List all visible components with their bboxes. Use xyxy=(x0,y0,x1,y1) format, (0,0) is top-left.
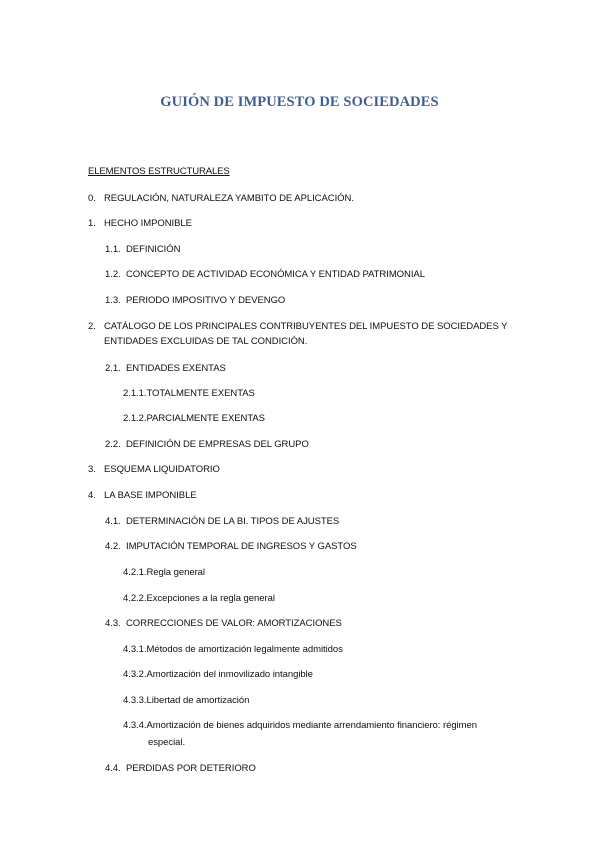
item-text: DEFINICIÓN xyxy=(126,244,181,255)
item-number: 1. xyxy=(88,218,96,229)
item-number: 2. xyxy=(88,321,96,332)
item-number: 4.3. xyxy=(105,618,121,629)
list-item xyxy=(123,695,249,706)
item-number: 4.3.2. xyxy=(123,669,147,680)
document-title: GUIÓN DE IMPUESTO DE SOCIEDADES xyxy=(160,94,439,110)
item-text: Amortización de bienes adquiridos mediante arrendamiento financiero: régimen xyxy=(146,720,477,731)
list-item xyxy=(105,516,339,527)
list-item xyxy=(105,763,256,774)
item-text: HECHO IMPONIBLE xyxy=(104,218,192,229)
item-number: 2.2. xyxy=(105,439,121,450)
item-text-continuation: especial. xyxy=(148,737,186,748)
list-item xyxy=(123,720,477,731)
list-item xyxy=(88,490,197,501)
item-number: 1.1. xyxy=(105,244,121,255)
list-item xyxy=(105,295,285,306)
item-text: ENTIDADES EXENTAS xyxy=(126,363,226,374)
list-item xyxy=(88,193,354,204)
item-number: 4.2. xyxy=(105,541,121,552)
item-number: 0. xyxy=(88,193,96,204)
item-number: 1.2. xyxy=(105,269,121,280)
list-item xyxy=(123,567,205,578)
list-item xyxy=(105,618,342,629)
item-number: 2.1. xyxy=(105,363,121,374)
item-text: Excepciones a la regla general xyxy=(146,593,275,604)
item-text-continuation: ENTIDADES EXCLUIDAS DE TAL CONDICIÓN. xyxy=(104,336,308,347)
list-item xyxy=(123,644,343,655)
item-text: Regla general xyxy=(146,567,205,578)
list-item xyxy=(123,413,265,424)
list-item xyxy=(105,439,309,450)
item-number: 4.3.1. xyxy=(123,644,147,655)
list-item xyxy=(105,269,425,280)
list-item xyxy=(123,669,313,680)
item-text: Libertad de amortización xyxy=(146,695,250,706)
item-text: CONCEPTO DE ACTIVIDAD ECONÓMICA Y ENTIDAD PATRIMONIAL xyxy=(126,269,425,280)
item-text: DETERMINACIÓN DE LA BI. TIPOS DE AJUSTES xyxy=(126,516,340,527)
item-text: TOTALMENTE EXENTAS xyxy=(146,388,255,399)
item-number: 2.1.2. xyxy=(123,413,147,424)
item-text: Métodos de amortización legalmente admitidos xyxy=(146,644,343,655)
item-number: 4.3.4. xyxy=(123,720,147,731)
item-text: ESQUEMA LIQUIDATORIO xyxy=(104,464,220,475)
item-text: PARCIALMENTE EXENTAS xyxy=(146,413,265,424)
list-item xyxy=(88,464,220,475)
item-number: 4.1. xyxy=(105,516,121,527)
item-number: 1.3. xyxy=(105,295,121,306)
item-number: 3. xyxy=(88,464,96,475)
item-text: Amortización del inmovilizado intangible xyxy=(146,669,313,680)
list-item xyxy=(105,363,226,374)
item-text: LA BASE IMPONIBLE xyxy=(104,490,197,501)
item-number: 2.1.1. xyxy=(123,388,147,399)
list-item xyxy=(105,244,180,255)
section-heading: ELEMENTOS ESTRUCTURALES xyxy=(88,166,230,177)
list-item xyxy=(88,321,507,332)
item-text: DEFINICIÓN DE EMPRESAS DEL GRUPO xyxy=(126,439,309,450)
item-text: PERIODO IMPOSITIVO Y DEVENGO xyxy=(126,295,286,306)
item-text: PERDIDAS POR DETERIORO xyxy=(126,763,256,774)
item-number: 4.3.3. xyxy=(123,695,147,706)
item-text: CATÁLOGO DE LOS PRINCIPALES CONTRIBUYENTES DEL IMPUESTO DE SOCIEDADES Y xyxy=(104,321,508,332)
item-number: 4. xyxy=(88,490,96,501)
list-item xyxy=(105,541,357,552)
item-text: REGULACIÓN, NATURALEZA YAMBITO DE APLICACIÓN. xyxy=(104,193,354,204)
item-number: 4.2.2. xyxy=(123,593,147,604)
item-text: CORRECCIONES DE VALOR: AMORTIZACIONES xyxy=(126,618,342,629)
item-text: IMPUTACIÓN TEMPORAL DE INGRESOS Y GASTOS xyxy=(126,541,357,552)
item-number: 4.4. xyxy=(105,763,121,774)
list-item xyxy=(88,218,192,229)
item-number: 4.2.1. xyxy=(123,567,147,578)
list-item xyxy=(123,593,275,604)
list-item xyxy=(123,388,255,399)
